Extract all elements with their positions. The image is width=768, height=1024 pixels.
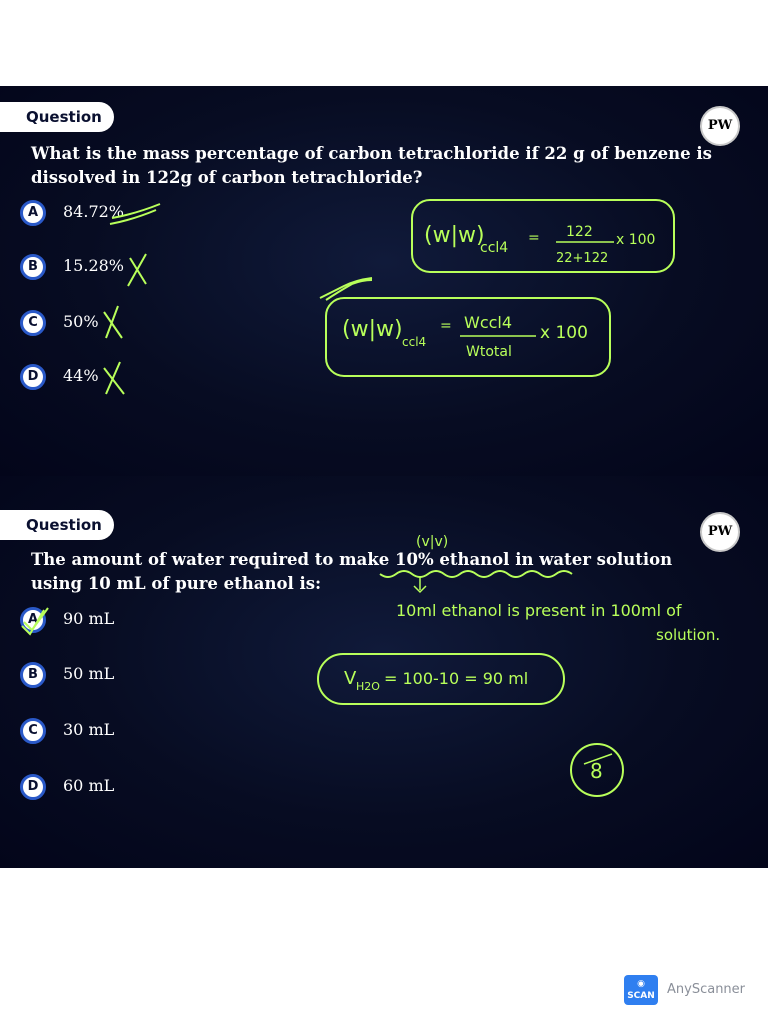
formula1-mult: x 100 [616, 232, 656, 248]
cross-mark-d [104, 362, 124, 394]
vv-label: (v|v) [416, 534, 449, 550]
formula1-lhs: (w|w) [424, 223, 485, 248]
option-letter: C [20, 310, 46, 336]
note-line-2: solution. [656, 626, 721, 644]
wavy-underline [380, 571, 572, 577]
option-letter: C [20, 718, 46, 744]
option-letter: B [20, 662, 46, 688]
question-badge: Question [0, 102, 114, 132]
pw-logo: PW [700, 512, 740, 552]
calc-sub: H2O [356, 680, 380, 693]
scanner-app-name: AnyScanner [667, 982, 746, 997]
handwritten-annotations-1 [0, 86, 768, 476]
handwritten-annotations-2 [0, 476, 768, 868]
formula2-mult: x 100 [540, 323, 588, 343]
option-letter: D [20, 364, 46, 390]
cross-mark-b [128, 254, 146, 286]
option-text: 60 mL [63, 776, 115, 795]
question-text: The amount of water required to make 10% ethanol in water solution using 10 mL of pure ethanol is: [31, 550, 673, 593]
question-slide-2 [0, 476, 768, 868]
question-text: What is the mass percentage of carbon tetrachloride if 22 g of benzene is dissolved in 122g of carbon tetrachloride? [31, 144, 712, 187]
pw-logo: PW [700, 106, 740, 146]
calc-lhs: V [344, 668, 357, 689]
option-letter: A [20, 607, 46, 633]
arrow-down [414, 576, 426, 592]
calc-rhs: = 100-10 = 90 ml [384, 669, 529, 688]
option-letter: B [20, 254, 46, 280]
option-text: 84.72% [63, 202, 125, 221]
scanner-watermark [624, 975, 764, 1005]
question-badge: Question [0, 510, 114, 540]
formula2-lhs: (w|w) [342, 317, 403, 342]
note-line-1: 10ml ethanol is present in 100ml of [396, 601, 682, 620]
scan-icon-label: SCAN [627, 991, 655, 1001]
option-text: 50 mL [63, 664, 115, 683]
formula1-den: 22+122 [556, 251, 609, 266]
option-letter: A [20, 200, 46, 226]
scan-dot-icon: ◉ [637, 979, 645, 989]
check-mark-a [24, 608, 48, 630]
formula2-eq: = [440, 318, 452, 334]
formula2-sub: ccl4 [402, 335, 427, 349]
formula2-den: Wtotal [466, 344, 512, 360]
circled-number-text: 8 [590, 759, 603, 783]
option-text: 15.28% [63, 256, 125, 275]
option-text: 44% [63, 366, 99, 385]
option-letter: D [20, 774, 46, 800]
question-slide-1 [0, 86, 768, 476]
option-text: 30 mL [63, 720, 115, 739]
option-text: 50% [63, 312, 99, 331]
scan-app-icon [624, 975, 658, 1005]
formula1-eq: = [528, 230, 540, 246]
formula1-num: 122 [566, 224, 593, 240]
formula1-sub: ccl4 [480, 240, 509, 256]
cross-mark-c [104, 306, 122, 338]
option-text: 90 mL [63, 609, 115, 628]
formula2-num: Wccl4 [464, 313, 513, 332]
